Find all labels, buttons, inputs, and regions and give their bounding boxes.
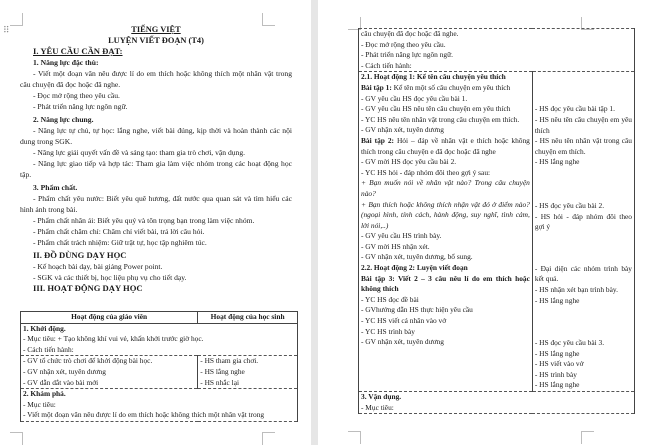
- table-row: [21, 367, 298, 378]
- gv-line: - GVhướng dẫn HS thực hiện yêu cầu: [361, 305, 473, 315]
- hs-line: - HS đọc yêu cầu bài 3.: [534, 338, 605, 348]
- gv-line: - GV yêu cầu HS đọc yêu cầu bài 1.: [361, 93, 468, 103]
- sub2-item: - Năng lực giải quyết vấn đề và sáng tạo: tham gia trò chơi, vận dụng.: [33, 148, 246, 157]
- gv-line: - YC HS hỏi - đáp nhóm đôi theo gợi ý sau:: [361, 167, 491, 177]
- khoi-dong-heading: 1. Khởi động.: [21, 323, 298, 334]
- gv-line: - GV nhận xét, tuyên dương: [361, 125, 444, 135]
- gv-line: - GV nhận xét, tuyên dương, bổ sung.: [361, 252, 473, 262]
- lesson-title: LUYỆN VIẾT ĐOẠN (T4): [108, 36, 204, 45]
- sub2-item: - Năng lực giao tiếp và hợp tác: Tham gia làm việc nhóm trong các hoạt động học tập.: [20, 159, 292, 179]
- khoi-dong-muc-tieu: - Mục tiêu: + Tạo không khí vui vẻ, khấn khởi trước giờ học.: [21, 334, 298, 345]
- sub1-item: - Đọc mở rộng theo yêu cầu.: [33, 91, 120, 100]
- sub3-item: - Phẩm chất chăm chỉ: Chăm chỉ viết bài, trả lời câu hỏi.: [33, 227, 205, 236]
- hs-cell: - HS nhắc lại: [198, 378, 298, 389]
- hs-column-activity1: [532, 72, 634, 392]
- gv-cell: - GV tổ chức trò chơi để khởi động bài học.: [21, 356, 198, 367]
- bt2-label: Bài tập 2:: [361, 135, 395, 145]
- hs-cell: - HS lắng nghe: [198, 367, 298, 378]
- lesson-activity-table: [20, 311, 298, 422]
- bt3-heading: Bài tập 3: Viết 2 – 3 câu nêu lí do em thích hoặc không thích: [361, 273, 530, 294]
- sub3-item: - Phẩm chất nhân ái: Biết yêu quý và tôn trọng bạn trong làm việc nhóm.: [33, 216, 255, 225]
- section3-heading: III. HOẠT ĐỘNG DẠY HỌC: [33, 283, 143, 293]
- bt2-suggestion: + Bạn thích hoặc không thích nhận vật đó ở điểm nào? (ngoại hình, tính cách, hành động, suy nghĩ, tình cảm, lời nói,..): [361, 199, 530, 230]
- hs-line: - HS hỏi - đáp nhóm đôi theo gợi ý: [534, 211, 632, 232]
- page-gutter: [311, 0, 318, 445]
- header-student: Hoạt động của học sinh: [198, 312, 298, 324]
- sub2-heading: 2. Năng lực chung.: [33, 115, 94, 124]
- kham-pha-heading: 2. Khám phá.: [21, 389, 298, 400]
- hs-cell: - HS tham gia chơi.: [198, 356, 298, 367]
- hs-line: - HS lắng nghe: [534, 157, 580, 167]
- crop-mark-bottom-left: [348, 431, 361, 444]
- hs-line: - HS nêu tên nhân vật trong câu chuyện em thích.: [534, 136, 632, 156]
- hs-line: - HS lắng nghe: [534, 295, 580, 305]
- drag-handle-icon[interactable]: ⠿: [3, 25, 10, 35]
- bt2-prompt: [361, 136, 530, 157]
- sub1-heading: 1. Năng lực đặc thù:: [33, 58, 99, 67]
- hs-line: - HS đọc yêu cầu bài 2.: [534, 200, 605, 210]
- gv-column-activity1: [359, 72, 533, 392]
- gv-line: - YC HS nêu tên nhân vật trong câu chuyện em thích.: [361, 114, 520, 124]
- hs-line: - Đại diện các nhóm trình bày kết quả.: [534, 263, 632, 284]
- kham-pha-line: - Viết một đoạn văn nêu được lí do em thích hoặc không thích một nhân vật trong: [21, 410, 298, 421]
- gv-line: - GV mời HS đọc yêu cầu bài 2.: [361, 157, 457, 167]
- section2-item: - Kế hoạch bài dạy, bài giảng Power point.: [33, 262, 163, 271]
- activity2-heading: 2.2. Hoạt động 2: Luyện viết đoạn: [361, 263, 468, 273]
- gv-cell: - GV nhận xét, tuyên dương: [21, 367, 198, 378]
- table-row: [21, 378, 298, 389]
- hs-line: - HS lắng nghe: [534, 380, 580, 390]
- gv-cell: - GV dẫn dắt vào bài mới: [21, 378, 198, 389]
- sub1-item: - Viết một đoạn văn nêu được lí do em thích hoặc không thích một nhân vật trong câu chuyện đã đọc hoặc đã nghe.: [20, 69, 292, 89]
- continuation-line: - Phát triển năng lực ngôn ngữ.: [359, 50, 635, 61]
- activity1-heading: 2.1. Hoạt động 1: Kể tên câu chuyện yêu thích: [361, 72, 506, 82]
- left-page-content: [20, 24, 292, 294]
- section1-heading: I. YÊU CẦU CẦN ĐẠT:: [33, 46, 123, 56]
- bt1-label: Bài tập 1:: [361, 82, 392, 92]
- sub2-item: - Năng lực tự chủ, tự học: lắng nghe, viết bài đúng, kịp thời và hoàn thành các nội dung trong SGK.: [20, 126, 292, 146]
- crop-mark-bottom-right: [581, 431, 594, 444]
- gv-line: - GV yêu cầu HS nêu tên câu chuyện em yêu thích: [361, 104, 511, 114]
- kham-pha-muc-tieu: - Mục tiêu:: [21, 400, 298, 411]
- hs-line: - HS nhận xét bạn trình bày.: [534, 284, 618, 294]
- gv-line: - GV nhận xét, tuyên dương: [361, 337, 444, 347]
- sub3-heading: 3. Phẩm chất.: [33, 183, 78, 192]
- continuation-line: - Cách tiến hành:: [359, 61, 635, 72]
- khoi-dong-cach-tien-hanh: - Cách tiến hành:: [21, 345, 298, 356]
- bt2-text: Hỏi – đáp về nhân vật e thích hoặc không thích trong câu chuyện e đã đọc hoặc đã nghe: [361, 135, 530, 156]
- gv-line: - YC HS viết cá nhân vào vở: [361, 316, 447, 326]
- bt1-prompt: [361, 83, 530, 94]
- document-page-left[interactable]: [0, 0, 311, 445]
- hs-line: - HS lắng nghe: [534, 348, 580, 358]
- section2-heading: II. ĐỒ DÙNG DẠY HỌC: [33, 250, 127, 260]
- hs-line: - HS viết vào vở: [534, 359, 584, 369]
- table-header-row: [21, 312, 298, 324]
- hs-line: - HS trình bày: [534, 369, 577, 379]
- gv-line: - GV yêu cầu HS trình bày.: [361, 231, 442, 241]
- continuation-line: câu chuyện đã đọc hoặc đã nghe.: [359, 29, 635, 40]
- van-dung-heading: 3. Vận dụng.: [359, 392, 635, 403]
- header-teacher: Hoạt động của giáo viên: [21, 312, 198, 324]
- hs-line: - HS nêu tên câu chuyện em yêu thích: [534, 114, 632, 135]
- van-dung-muc-tieu: - Mục tiêu:: [359, 403, 635, 414]
- crop-mark-bottom-right: [262, 432, 275, 445]
- lesson-activity-table-continued: [358, 28, 635, 414]
- subject-title: TIẾNG VIỆT: [131, 25, 181, 34]
- bt1-text: Kể tên một số câu chuyện em yêu thích: [391, 82, 511, 92]
- hs-line: - HS đọc yêu cầu bài tập 1.: [534, 104, 615, 114]
- section2-item: - SGK và các thiết bị, học liệu phụ vụ cho tiết dạy.: [33, 273, 187, 282]
- continuation-line: - Đọc mở rộng theo yêu cầu.: [359, 40, 635, 51]
- sub1-item: - Phát triển năng lực ngôn ngữ.: [33, 102, 128, 111]
- crop-mark-bottom-left: [10, 432, 23, 445]
- gv-line: - YC HS đọc đề bài: [361, 294, 419, 304]
- document-page-right[interactable]: [318, 0, 650, 445]
- bt2-suggestion: + Bạn muốn nói về nhân vật nào? Trong câu chuyện nào?: [361, 178, 530, 198]
- gv-line: - YC HS trình bày: [361, 326, 415, 336]
- gv-line: - GV mời HS nhận xét.: [361, 241, 430, 251]
- sub3-item: - Phẩm chất trách nhiệm: Giữ trật tự, học tập nghiêm túc.: [33, 238, 207, 247]
- sub3-item: - Phẩm chất yêu nước: Biết yêu quê hương, đất nước qua quan sát và tìm hiểu các hình ảnh trong bài.: [20, 194, 292, 214]
- table-row: [21, 356, 298, 367]
